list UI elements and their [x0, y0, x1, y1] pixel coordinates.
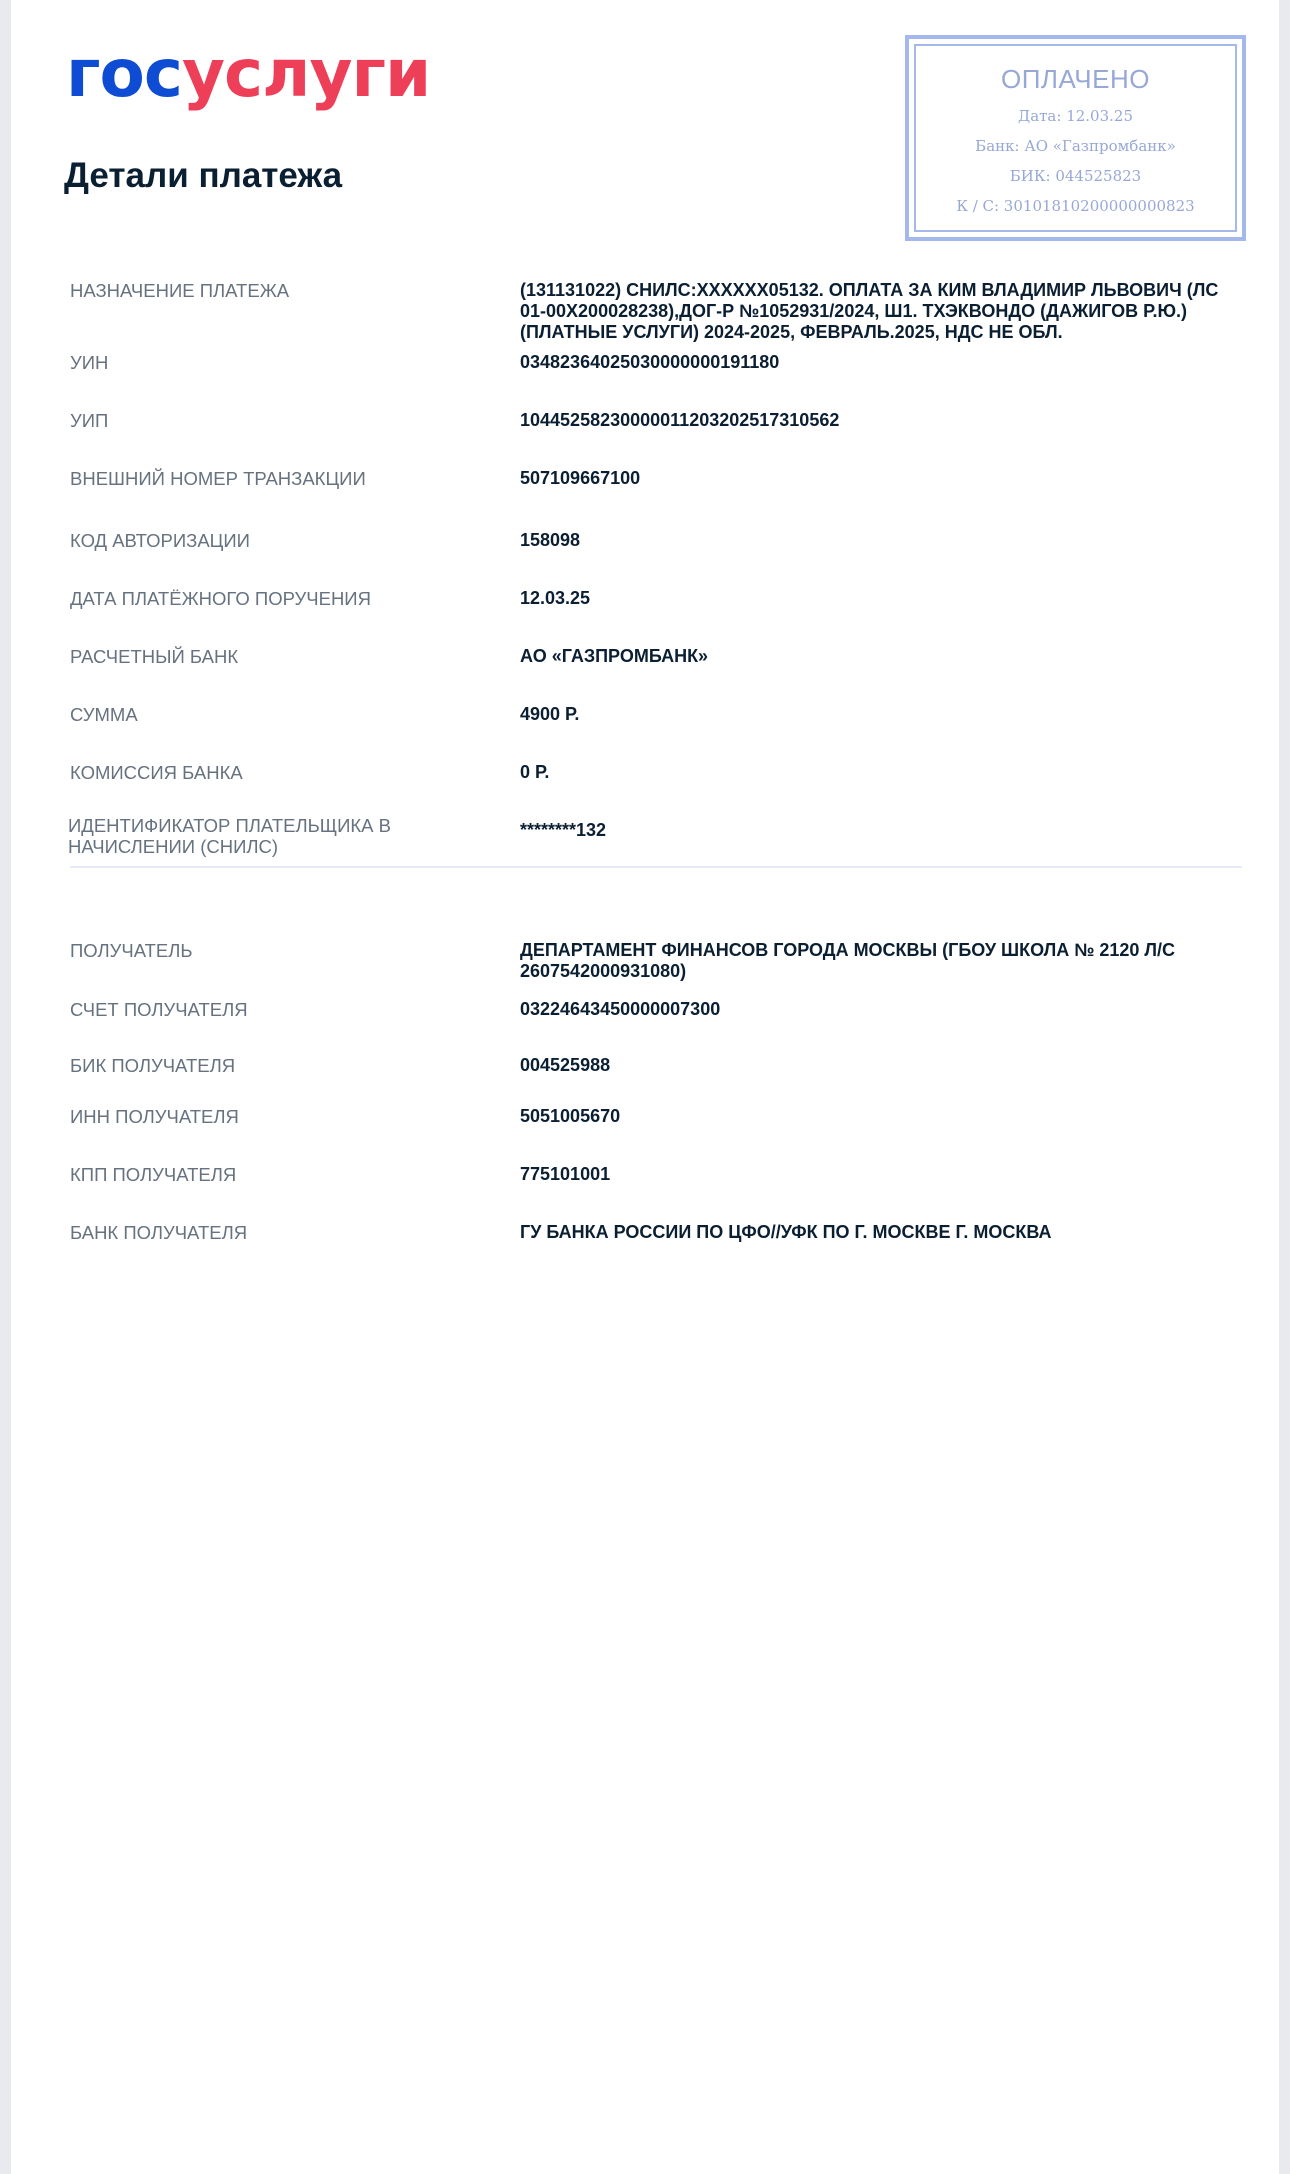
order-date-value: 12.03.25: [520, 588, 591, 608]
paid-stamp: [905, 35, 1246, 241]
settle-bank-value: АО «ГАЗПРОМБАНК»: [520, 646, 709, 666]
auth-code-value: 158098: [520, 530, 581, 550]
recipient-bank-value: ГУ БАНКА РОССИИ ПО ЦФО//УФК ПО Г. МОСКВЕ Г. МОСКВА: [520, 1222, 1052, 1242]
purpose-label: НАЗНАЧЕНИЕ ПЛАТЕЖА: [70, 280, 290, 301]
stamp-ks: К / С: 30101810200000000823: [956, 197, 1195, 215]
fee-label: КОМИССИЯ БАНКА: [70, 762, 243, 783]
section-divider: [70, 866, 1242, 868]
uip-label: УИП: [70, 410, 109, 431]
uin-label: УИН: [70, 352, 109, 373]
recipient-bik-value: 004525988: [520, 1055, 611, 1075]
recipient-value: ДЕПАРТАМЕНТ ФИНАНСОВ ГОРОДА МОСКВЫ (ГБОУ ШКОЛА № 2120 Л/С 2607542000931080): [520, 940, 1176, 981]
recipient-bank-label: БАНК ПОЛУЧАТЕЛЯ: [70, 1222, 248, 1243]
stamp-date: Дата: 12.03.25: [1018, 107, 1133, 125]
recipient-label: ПОЛУЧАТЕЛЬ: [70, 940, 193, 961]
recipient-bik-label: БИК ПОЛУЧАТЕЛЯ: [70, 1055, 236, 1076]
recipient-kpp-label: КПП ПОЛУЧАТЕЛЯ: [70, 1164, 237, 1185]
recipient-account-value: 03224643450000007300: [520, 999, 721, 1019]
stamp-bank: Банк: АО «Газпромбанк»: [975, 137, 1176, 155]
ext-tx-value: 507109667100: [520, 468, 641, 488]
fee-value: 0 Р.: [520, 762, 550, 782]
gosuslugi-logo: госуслуги: [66, 35, 431, 112]
order-date-label: ДАТА ПЛАТЁЖНОГО ПОРУЧЕНИЯ: [70, 588, 371, 609]
recipient-inn-label: ИНН ПОЛУЧАТЕЛЯ: [70, 1106, 239, 1127]
purpose-value: (131131022) СНИЛС:XXXXXX05132. ОПЛАТА ЗА КИМ ВЛАДИМИР ЛЬВОВИЧ (ЛС 01-00Х200028238),ДОГ-Р №1052931/2024, Ш1. ТХЭКВОНДО (ДАЖИГОВ Р.Ю.) (ПЛАТНЫЕ УСЛУГИ) 2024-2025, ФЕВРАЛЬ.2025, НДС НЕ ОБЛ.: [520, 280, 1219, 342]
amount-value: 4900 Р.: [520, 704, 580, 724]
recipient-account-label: СЧЕТ ПОЛУЧАТЕЛЯ: [70, 999, 248, 1020]
settle-bank-label: РАСЧЕТНЫЙ БАНК: [70, 646, 239, 667]
recipient-inn-value: 5051005670: [520, 1106, 621, 1126]
payer-id-value: ********132: [520, 820, 607, 840]
recipient-kpp-value: 775101001: [520, 1164, 611, 1184]
auth-code-label: КОД АВТОРИЗАЦИИ: [70, 530, 250, 551]
uip-value: 10445258230000011203202517310562: [520, 410, 840, 430]
ext-tx-label: ВНЕШНИЙ НОМЕР ТРАНЗАКЦИИ: [70, 468, 366, 489]
page-title: Детали платежа: [64, 156, 343, 195]
stamp-title: ОПЛАЧЕНО: [1001, 64, 1150, 94]
payer-id-label: ИДЕНТИФИКАТОР ПЛАТЕЛЬЩИКА В НАЧИСЛЕНИИ (СНИЛС): [68, 815, 391, 857]
amount-label: СУММА: [70, 704, 138, 725]
stamp-bik: БИК: 044525823: [1009, 167, 1142, 185]
uin-value: 03482364025030000000191180: [520, 352, 780, 372]
receipt-page: [11, 0, 1279, 2174]
